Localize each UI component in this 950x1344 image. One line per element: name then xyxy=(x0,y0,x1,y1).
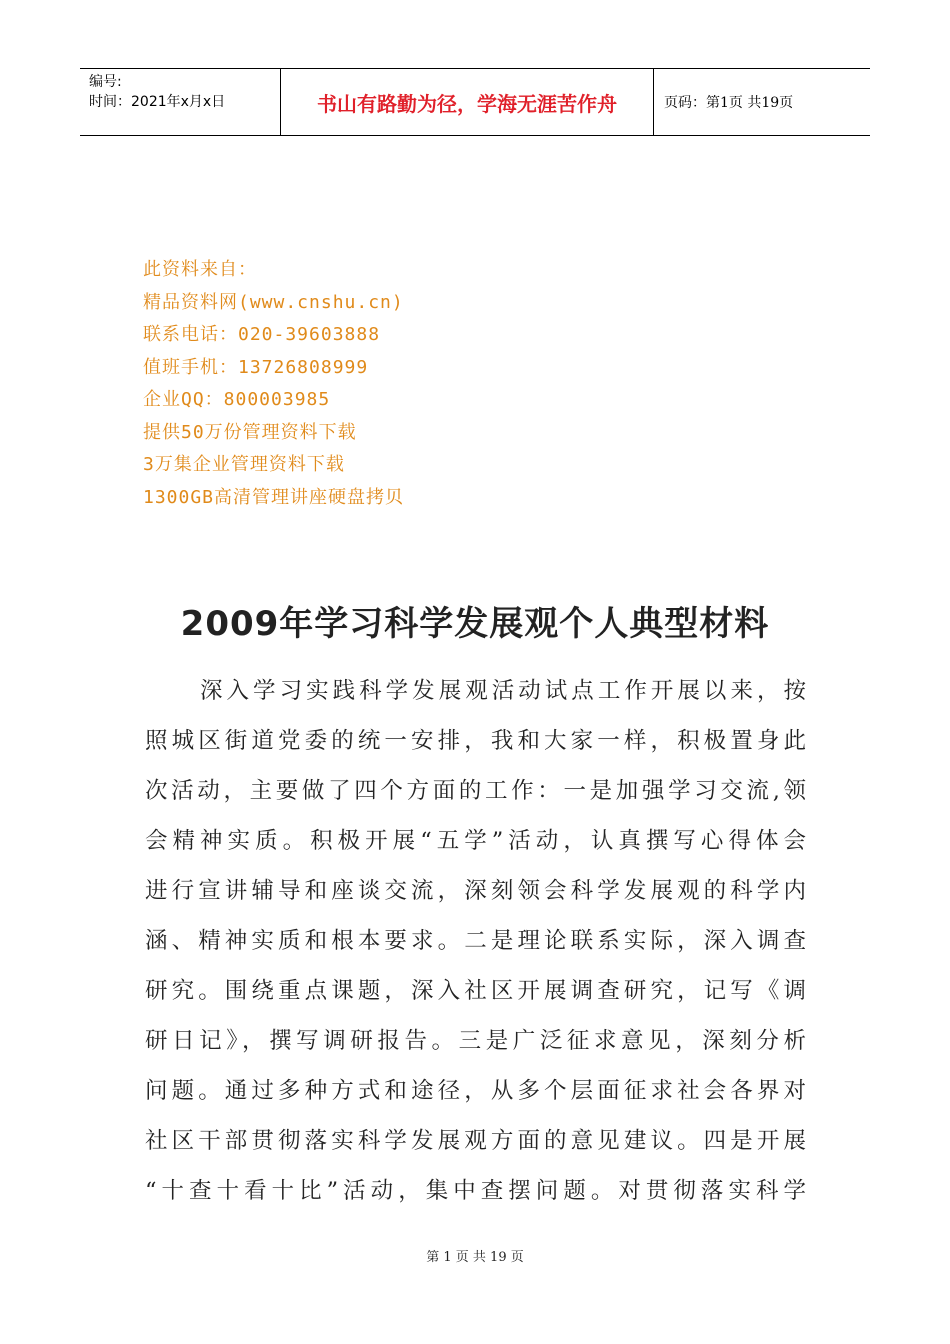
body-line: 进行宣讲辅导和座谈交流，深刻领会科学发展观的科学内 xyxy=(145,878,807,904)
page-info-cell xyxy=(654,69,870,135)
document-body xyxy=(145,666,807,1216)
number-label: 编号: xyxy=(89,74,122,90)
motto-cell xyxy=(281,69,654,135)
body-line: 社区干部贯彻落实科学发展观方面的意见建议。四是开展 xyxy=(145,1128,807,1154)
body-line: 问题。通过多种方式和途径，从多个层面征求社会各界对 xyxy=(145,1078,807,1104)
source-line: 3万集企业管理资料下载 xyxy=(143,454,345,475)
header-table xyxy=(80,68,870,136)
document-title: 2009年学习科学发展观个人典型材料 xyxy=(180,604,770,644)
source-line: 精品资料网(www.cnshu.cn) xyxy=(143,291,404,313)
header-meta-cell xyxy=(80,69,281,135)
body-line: “十查十看十比”活动，集中查摆问题。对贯彻落实科学 xyxy=(145,1178,807,1204)
motto-text: 书山有路勤为径，学海无涯苦作舟 xyxy=(317,91,617,116)
body-line: 研日记》，撰写调研报告。三是广泛征求意见，深刻分析 xyxy=(145,1028,807,1054)
body-line: 次活动，主要做了四个方面的工作：一是加强学习交流,领 xyxy=(145,778,807,804)
source-line: 此资料来自： xyxy=(143,259,257,280)
source-line: 1300GB高清管理讲座硬盘拷贝 xyxy=(143,486,405,508)
body-line: 会精神实质。积极开展“五学”活动，认真撰写心得体会 xyxy=(145,828,807,854)
body-line: 涵、精神实质和根本要求。二是理论联系实际，深入调查 xyxy=(145,928,807,954)
time-label: 时间：2021年x月x日 xyxy=(89,94,226,110)
page-info-text: 页码：第1页 共19页 xyxy=(664,95,794,111)
source-line: 企业QQ：800003985 xyxy=(143,389,331,410)
body-line: 照城区街道党委的统一安排，我和大家一样，积极置身此 xyxy=(145,728,807,754)
body-line: 研究。围绕重点课题，深入社区开展调查研究，记写《调 xyxy=(145,978,807,1004)
source-line: 联系电话：020-39603888 xyxy=(143,324,381,345)
page-footer: 第 1 页 共 19 页 xyxy=(426,1250,524,1265)
source-info-block xyxy=(143,254,404,514)
source-line: 提供50万份管理资料下载 xyxy=(143,421,357,443)
body-line: 深入学习实践科学发展观活动试点工作开展以来，按 xyxy=(200,678,807,704)
source-line: 值班手机：13726808999 xyxy=(143,356,369,378)
